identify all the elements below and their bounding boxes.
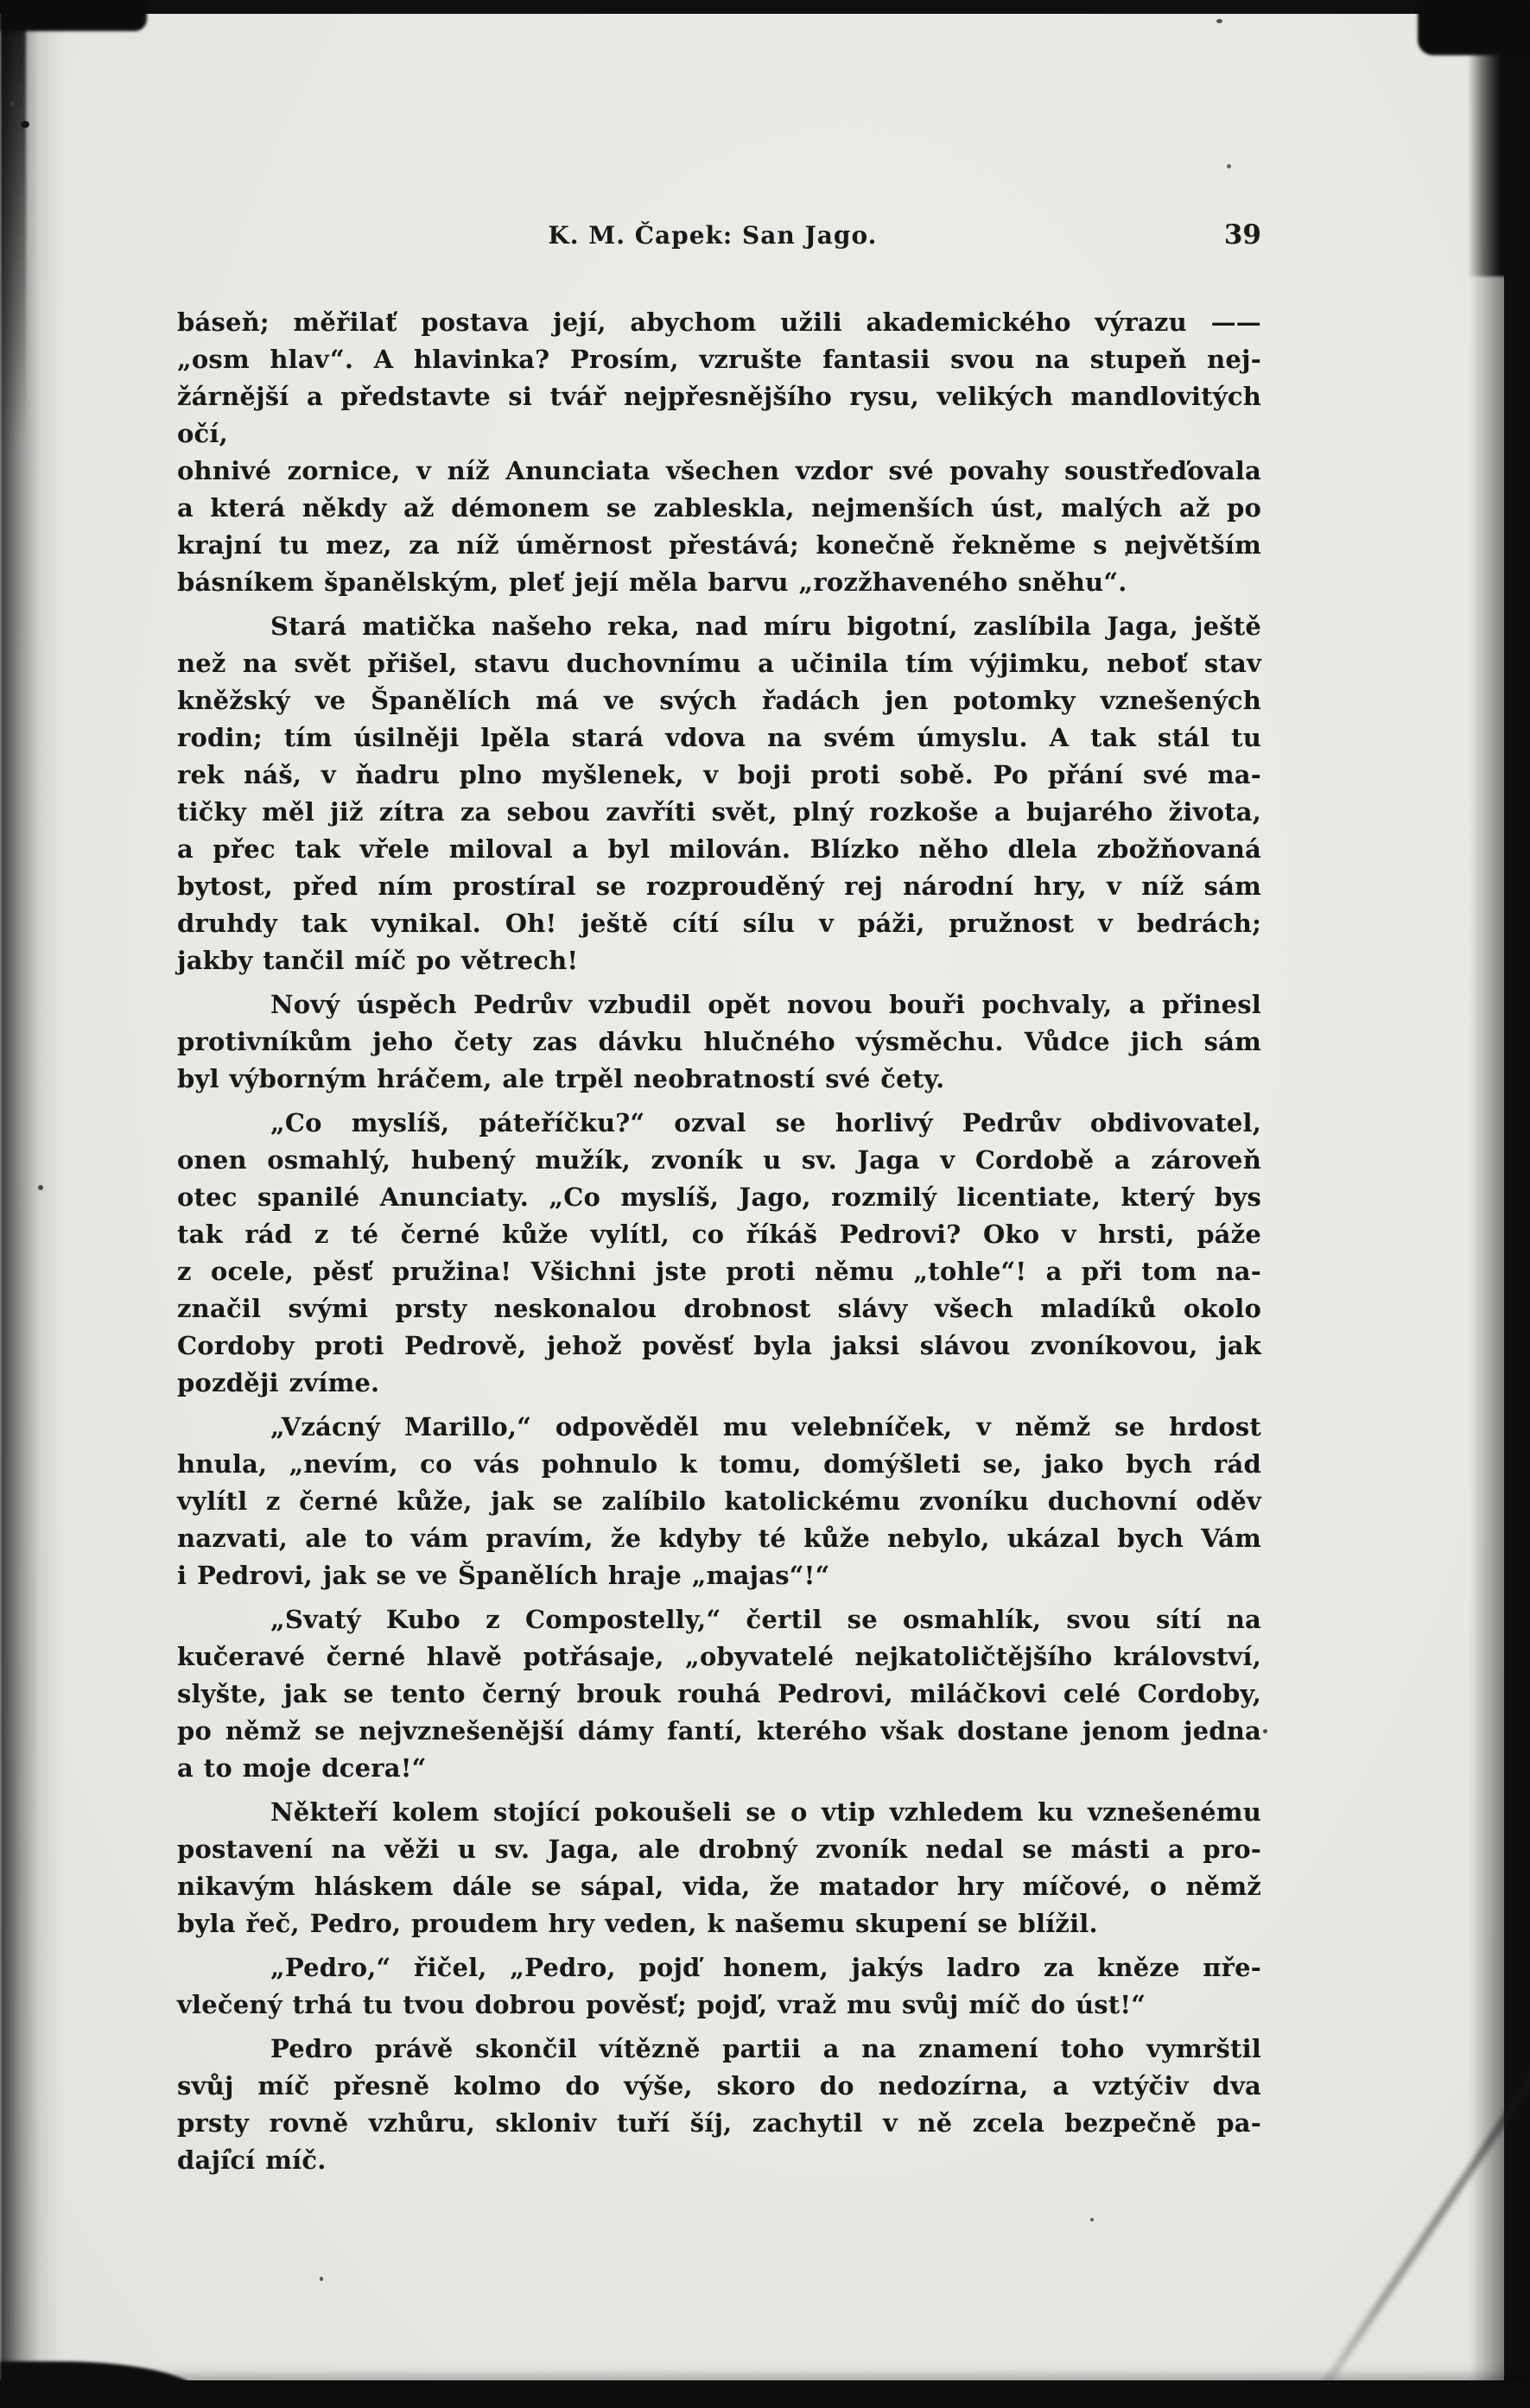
- text-line: „Vzácný Marillo,“ odpověděl mu velebníček, v němž se hrdost: [270, 1412, 1261, 1442]
- dust-speck: [21, 121, 29, 128]
- paragraph: [177, 1601, 1261, 1787]
- text-line: hnula, „nevím, co vás pohnulo k tomu, domýšleti se, jako bych rád: [177, 1449, 1261, 1479]
- text-line: svůj míč přesně kolmo do výše, skoro do nedozírna, a vztýčiv dva: [177, 2071, 1261, 2101]
- text-line: ohnivé zornice, v níž Anunciata všechen vzdor své povahy soustřeďovala: [177, 456, 1261, 485]
- dust-speck: [320, 2277, 323, 2281]
- text-line: Někteří kolem stojící pokoušeli se o vtip vzhledem ku vznešenému: [270, 1797, 1261, 1827]
- text-line: „Svatý Kubo z Compostelly,“ čertil se osmahlík, svou sítí na: [270, 1605, 1261, 1634]
- text-line: žárnější a představte si tvář nejpřesnějšího rysu, velikých mandlovitých očí,: [177, 382, 1261, 448]
- text-line: vylítl z černé kůže, jak se zalíbilo katolickému zvoníku duchovní oděv: [177, 1486, 1261, 1516]
- text-line: kučeravé černé hlavě potřásaje, „obyvatelé nejkatoličtějšího království,: [177, 1642, 1261, 1671]
- text-line: druhdy tak vynikal. Oh! ještě cítí sílu v páži, pružnost v bedrách;: [177, 909, 1261, 938]
- scan-border-top-right-corner: [1418, 0, 1530, 55]
- text-line: z ocele, pěsť pružina! Všichni jste proti němu „tohle“! a při tom na-: [177, 1257, 1261, 1286]
- text-line: prsty rovně vzhůru, skloniv tuří šíj, zachytil v ně zcela bezpečně pa-: [177, 2108, 1261, 2138]
- text-line: báseň; měřilať postava její, abychom užili akademického výrazu ——: [177, 307, 1261, 337]
- text-line: jakby tančil míč po větrech!: [177, 946, 579, 975]
- text-line: vlečený trhá tu tvou dobrou pověsť; pojď, vraž mu svůj míč do úst!“: [177, 1990, 1146, 2019]
- text-line: než na svět přišel, stavu duchovnímu a učinila tím výjimku, neboť stav: [177, 649, 1261, 678]
- text-line: a to moje dcera!“: [177, 1753, 427, 1783]
- text-line: Nový úspěch Pedrův vzbudil opět novou bouři pochvaly, a přinesl: [270, 990, 1261, 1019]
- paragraph: [177, 1409, 1261, 1594]
- text-line: rek náš, v ňadru plno myšlenek, v boji proti sobě. Po přání své ma-: [177, 760, 1261, 789]
- scan-shadow-left-gutter: [0, 0, 62, 2408]
- text-line: básníkem španělským, pleť její měla barvu „rozžhaveného sněhu“.: [177, 567, 1127, 597]
- paragraph: [177, 608, 1261, 979]
- text-line: později zvíme.: [177, 1368, 380, 1397]
- text-line: byl výborným hráčem, ale trpěl neobratností své čety.: [177, 1064, 945, 1093]
- text-line: tičky měl již zítra za sebou zavříti svět, plný rozkoše a bujarého života,: [177, 797, 1261, 827]
- paragraph: [177, 1105, 1261, 1402]
- text-line: tak rád z té černé kůže vylítl, co říkáš Pedrovi? Oko v hrsti, páže: [177, 1220, 1261, 1249]
- scan-border-right: [1504, 0, 1530, 2408]
- scan-border-top: [0, 0, 1530, 14]
- text-line: bytost, před ním prostíral se rozprouděný rej národní hry, v níž sám: [177, 871, 1261, 901]
- dust-speck: [38, 1185, 43, 1190]
- text-line: a která někdy až démonem se zableskla, nejmenších úst, malých až po: [177, 493, 1261, 523]
- running-header: [177, 221, 1261, 257]
- dust-speck: [10, 101, 15, 106]
- text-line: po němž se nejvznešenější dámy fantí, kterého však dostane jenom jedna: [177, 1716, 1261, 1746]
- text-line: kněžský ve Španělích má ve svých řadách jen potomky vznešených: [177, 686, 1261, 715]
- text-line: i Pedrovi, jak se ve Španělích hraje „majas“!“: [177, 1561, 830, 1590]
- text-line: rodin; tím úsilněji lpěla stará vdova na svém úmyslu. A tak stál tu: [177, 723, 1261, 752]
- scan-border-top-left-corner: [0, 0, 147, 31]
- dust-speck: [1263, 1729, 1267, 1733]
- dust-speck: [1216, 19, 1222, 23]
- paragraph: [177, 304, 1261, 601]
- paragraph: [177, 2031, 1261, 2179]
- text-line: Pedro právě skončil vítězně partii a na znamení toho vymrštil: [270, 2034, 1261, 2063]
- text-line: krajní tu mez, za níž úměrnost přestává; konečně řekněme s největším: [177, 530, 1261, 560]
- text-line: nikavým hláskem dále se sápal, vida, že matador hry míčové, o němž: [177, 1872, 1261, 1901]
- text-line: Stará matička našeho reka, nad míru bigotní, zaslíbila Jaga, ještě: [270, 612, 1261, 641]
- page-number: 39: [1223, 219, 1261, 250]
- text-line: „Pedro,“ řičel, „Pedro, pojď honem, jakýs ladro za kněze пře-: [270, 1953, 1261, 1982]
- dust-speck: [1227, 164, 1231, 168]
- text-line: byla řeč, Pedro, proudem hry veden, k našemu skupení se blížil.: [177, 1909, 1098, 1938]
- text-line: a přec tak vřele miloval a byl milován. Blízko něho dlela zbožňovaná: [177, 834, 1261, 864]
- scan-border-bottom: [0, 2380, 1530, 2408]
- header-title: K. M. Čapek: San Jago.: [548, 221, 878, 250]
- dust-speck: [1090, 2218, 1094, 2221]
- text-line: slyšte, jak se tento černý brouk rouhá Pedrovi, miláčkovi celé Cordoby,: [177, 1679, 1261, 1708]
- text-line: značil svými prsty neskonalou drobnost slávy všech mladíků okolo: [177, 1294, 1261, 1323]
- text-line: „Co myslíš, páteříčku?“ ozval se horlivý Pedrův obdivovatel,: [270, 1108, 1261, 1137]
- paragraph: [177, 986, 1261, 1098]
- paragraph: [177, 1949, 1261, 2024]
- text-line: protivníkům jeho čety zas dávku hlučného výsměchu. Vůdce jich sám: [177, 1027, 1261, 1056]
- text-line: otec spanilé Anunciaty. „Co myslíš, Jago, rozmilý licentiate, který bys: [177, 1182, 1261, 1212]
- body-text: [177, 304, 1261, 2179]
- paragraph: [177, 1794, 1261, 1942]
- text-line: dající míč.: [177, 2145, 327, 2175]
- text-line: „osm hlav“. A hlavinka? Prosím, vzrušte fantasii svou na stupeň nej-: [177, 345, 1261, 374]
- text-line: onen osmahlý, hubený mužík, zvoník u sv. Jaga v Cordobě a zároveň: [177, 1145, 1261, 1175]
- text-line: Cordoby proti Pedrově, jehož pověsť byla jaksi slávou zvoníkovou, jak: [177, 1331, 1261, 1360]
- text-line: nazvati, ale to vám pravím, že kdyby té kůže nebylo, ukázal bych Vám: [177, 1524, 1261, 1553]
- text-line: postavení na věži u sv. Jaga, ale drobný zvoník nedal se másti a pro-: [177, 1835, 1261, 1864]
